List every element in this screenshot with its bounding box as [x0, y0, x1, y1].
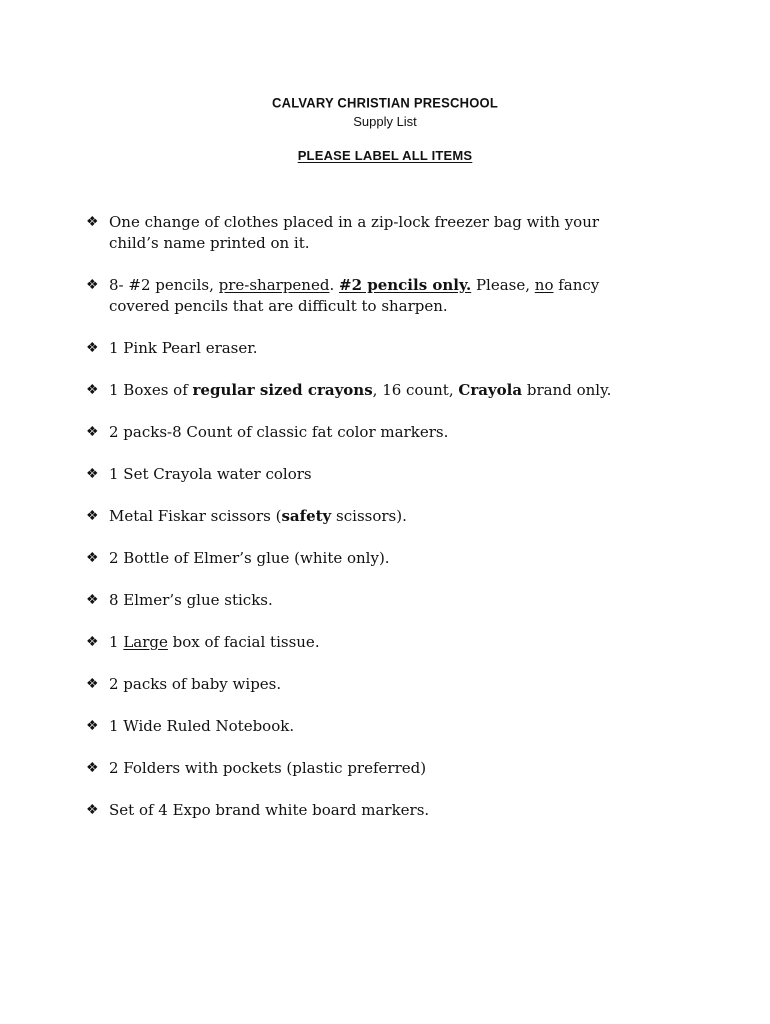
item-text: 2 Bottle of Elmer’s glue (white only).: [109, 549, 390, 567]
item-text: 8 Elmer’s glue sticks.: [109, 591, 273, 609]
diamond-bullet-icon: ❖: [86, 277, 99, 293]
school-name: CALVARY CHRISTIAN PRESCHOOL: [272, 94, 498, 111]
item-text: , 16 count,: [372, 381, 459, 399]
diamond-bullet-icon: ❖: [86, 214, 99, 230]
item-text: fancy covered pencils that are difficult to sharpen.: [109, 276, 600, 315]
diamond-bullet-icon: ❖: [86, 760, 99, 776]
label-notice-text: PLEASE LABEL ALL ITEMS: [297, 148, 473, 163]
item-text: 1 Wide Ruled Notebook.: [109, 717, 295, 735]
item-text: Please,: [471, 276, 535, 294]
item-text: 1 Pink Pearl eraser.: [109, 339, 258, 357]
diamond-bullet-icon: ❖: [86, 382, 99, 398]
item-text: 2 packs of baby wipes.: [109, 675, 282, 693]
item-text: One change of clothes placed in a zip-lock freezer bag with your child’s name printed on it.: [109, 213, 600, 252]
list-item-eraser: [0, 338, 649, 359]
list-item-crayons: [0, 380, 649, 401]
diamond-bullet-icon: ❖: [86, 676, 99, 692]
diamond-bullet-icon: ❖: [86, 550, 99, 566]
diamond-bullet-icon: ❖: [86, 340, 99, 356]
diamond-bullet-icon: ❖: [86, 508, 99, 524]
item-text: brand only.: [522, 381, 612, 399]
list-item-water-colors: [0, 464, 649, 485]
list-item-expo-markers: [0, 800, 649, 821]
diamond-bullet-icon: ❖: [86, 634, 99, 650]
list-item-markers: [0, 422, 649, 443]
list-item-glue-bottle: [0, 548, 649, 569]
list-item-clothes: [0, 212, 649, 254]
supply-list: [0, 212, 770, 842]
item-text-bold: safety: [281, 507, 332, 525]
diamond-bullet-icon: ❖: [86, 466, 99, 482]
item-text-bold-underlined: #2 pencils only.: [339, 276, 472, 294]
item-text-underlined: Large: [123, 633, 168, 651]
list-item-pencils: [0, 275, 649, 317]
item-text: scissors).: [331, 507, 407, 525]
document-subtitle: Supply List: [353, 114, 417, 129]
item-text: box of facial tissue.: [167, 633, 320, 651]
item-text: Set of 4 Expo brand white board markers.: [109, 801, 430, 819]
list-item-baby-wipes: [0, 674, 649, 695]
diamond-bullet-icon: ❖: [86, 592, 99, 608]
item-text: 2 Folders with pockets (plastic preferred): [109, 759, 427, 777]
item-text-bold: Crayola: [458, 381, 523, 399]
list-item-glue-sticks: [0, 590, 649, 611]
list-item-folders: [0, 758, 649, 779]
list-item-notebook: [0, 716, 649, 737]
item-text: 8- #2 pencils,: [109, 276, 219, 294]
item-text-bold: regular sized crayons: [192, 381, 373, 399]
item-text-underlined: no: [534, 276, 554, 294]
item-text: 1: [109, 633, 124, 651]
item-text: 1 Set Crayola water colors: [109, 465, 312, 483]
list-item-tissue: [0, 632, 649, 653]
diamond-bullet-icon: ❖: [86, 802, 99, 818]
item-text: Metal Fiskar scissors (: [109, 507, 282, 525]
item-text: 1 Boxes of: [109, 381, 193, 399]
item-text: .: [329, 276, 339, 294]
label-notice: [0, 148, 770, 163]
item-text-underlined: pre-sharpened: [218, 276, 330, 294]
diamond-bullet-icon: ❖: [86, 718, 99, 734]
item-text: 2 packs-8 Count of classic fat color markers.: [109, 423, 449, 441]
diamond-bullet-icon: ❖: [86, 424, 99, 440]
list-item-scissors: [0, 506, 649, 527]
